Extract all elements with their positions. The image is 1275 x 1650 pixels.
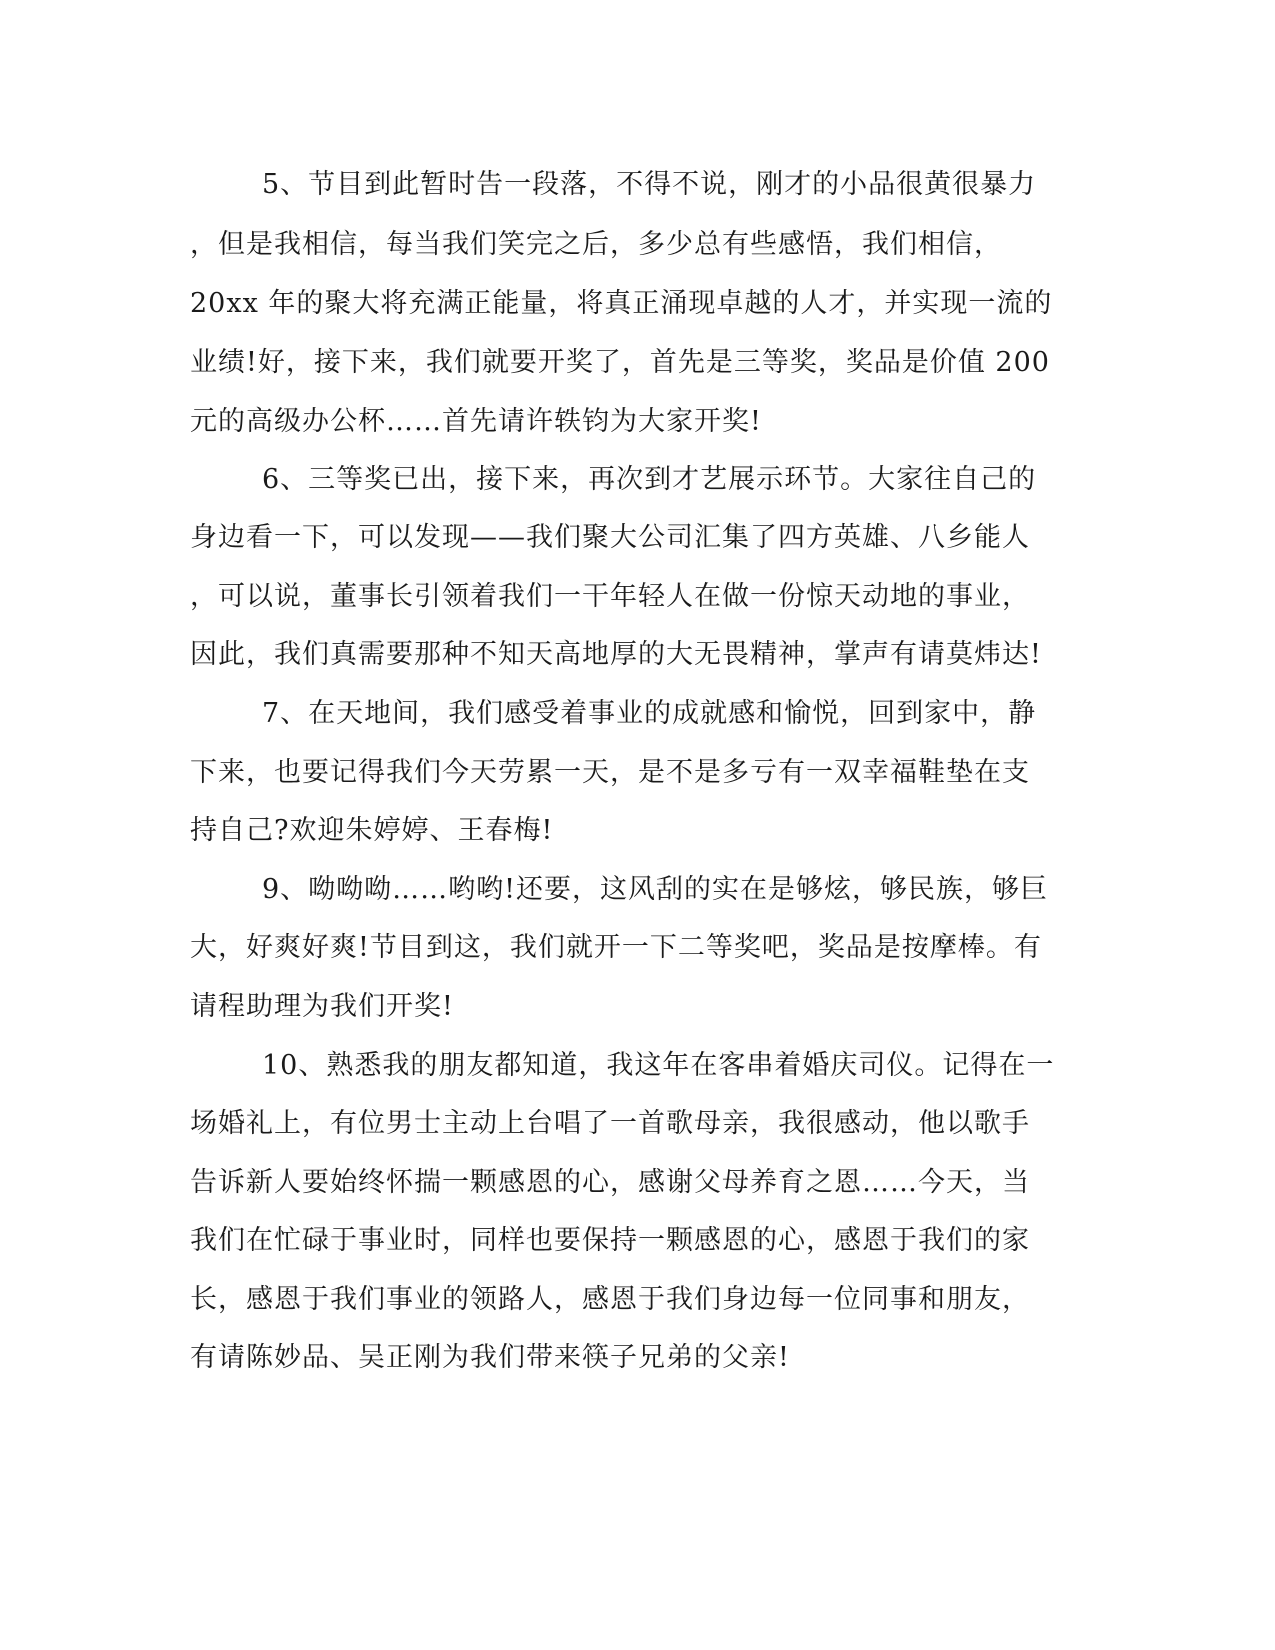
paragraph-6-line-2: 身边看一下，可以发现——我们聚大公司汇集了四方英雄、八乡能人: [190, 522, 1030, 553]
paragraph-6-line-3: ，可以说，董事长引领着我们一干年轻人在做一份惊天动地的事业，: [190, 581, 1030, 612]
paragraph-10-line-6: 有请陈妙品、吴正刚为我们带来筷子兄弟的父亲!: [190, 1342, 790, 1373]
paragraph-7-line-2: 下来，也要记得我们今天劳累一天，是不是多亏有一双幸福鞋垫在支: [190, 757, 1030, 788]
paragraph-10-line-4: 我们在忙碌于事业时，同样也要保持一颗感恩的心，感恩于我们的家: [190, 1225, 1030, 1256]
paragraph-5-line-5: 元的高级办公杯……首先请许轶钧为大家开奖!: [190, 406, 762, 437]
paragraph-9-line-3: 请程助理为我们开奖!: [190, 991, 454, 1022]
paragraph-10-line-1: 10、熟悉我的朋友都知道，我这年在客串着婚庆司仪。记得在一: [262, 1050, 1055, 1081]
paragraph-5-line-2: ，但是我相信，每当我们笑完之后，多少总有些感悟，我们相信，: [190, 229, 1002, 260]
paragraph-9-line-1: 9、呦呦呦……哟哟!还要，这风刮的实在是够炫，够民族，够巨: [262, 874, 1049, 905]
paragraph-10-line-2: 场婚礼上，有位男士主动上台唱了一首歌母亲，我很感动，他以歌手: [190, 1108, 1030, 1139]
paragraph-6-line-4: 因此，我们真需要那种不知天高地厚的大无畏精神，掌声有请莫炜达!: [190, 639, 1042, 670]
paragraph-6-line-1: 6、三等奖已出，接下来，再次到才艺展示环节。大家往自己的: [262, 464, 1037, 495]
paragraph-5-line-3: 20xx 年的聚大将充满正能量，将真正涌现卓越的人才，并实现一流的: [190, 288, 1053, 319]
paragraph-10-line-3: 告诉新人要始终怀揣一颗感恩的心，感谢父母养育之恩……今天，当: [190, 1167, 1030, 1198]
paragraph-5-line-4: 业绩!好，接下来，我们就要开奖了，首先是三等奖，奖品是价值 200: [190, 347, 1050, 378]
paragraph-10-line-5: 长，感恩于我们事业的领路人，感恩于我们身边每一位同事和朋友，: [190, 1284, 1030, 1315]
paragraph-7-line-1: 7、在天地间，我们感受着事业的成就感和愉悦，回到家中，静: [262, 698, 1037, 729]
paragraph-5-line-1: 5、节目到此暂时告一段落，不得不说，刚才的小品很黄很暴力: [262, 169, 1037, 200]
paragraph-9-line-2: 大，好爽好爽!节目到这，我们就开一下二等奖吧，奖品是按摩棒。有: [190, 932, 1042, 963]
paragraph-7-line-3: 持自己?欢迎朱婷婷、王春梅!: [190, 815, 554, 846]
